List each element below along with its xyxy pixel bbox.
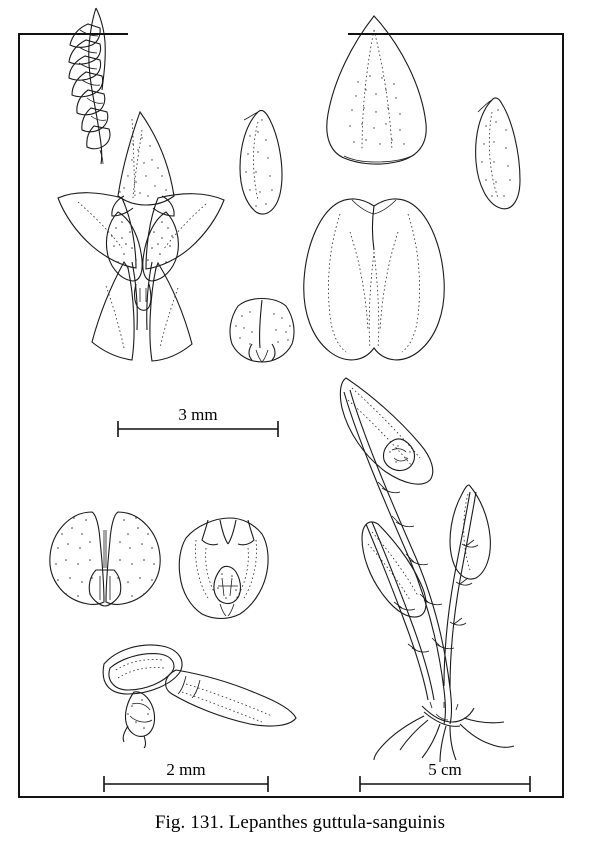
plate-border-gap — [128, 28, 348, 38]
scale-2mm-label: 2 mm — [166, 760, 206, 779]
plate-border — [18, 33, 564, 798]
figure-caption: Fig. 131. Lepanthes guttula-sanguinis — [154, 812, 446, 833]
scale-5cm-label: 5 cm — [428, 760, 462, 779]
scale-3mm-label: 3 mm — [178, 405, 218, 424]
